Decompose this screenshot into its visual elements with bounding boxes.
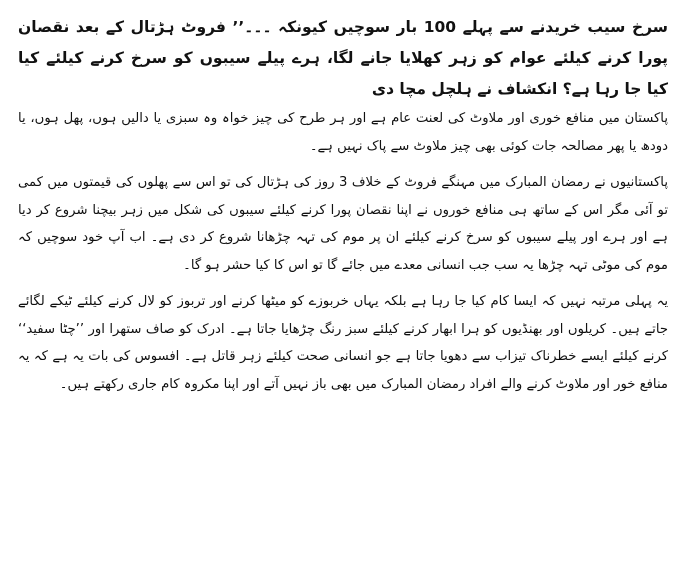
article-headline: سرخ سیب خریدنے سے پہلے 100 بار سوچیں کیونکہ ۔۔۔’’ فروٹ ہڑتال کے بعد نقصان پورا کرنے کیلئے عوام کو زہر کھلایا جانے لگا، ہرے پیلے سیبوں کو سرخ کرنے کیلئے کیا کیا جا رہا ہے؟ انکشاف نے ہلچل مچا دی — [18, 18, 668, 98]
paragraph-gap — [18, 160, 668, 169]
article-paragraph-3: یہ پہلی مرتبہ نہیں کہ ایسا کام کیا جا رہا ہے بلکہ یہاں خربوزے کو میٹھا کرنے اور تربوز کو لال کرنے کیلئے ٹیکے لگائے جاتے ہیں۔ کریلوں اور بھنڈیوں کو ہرا ابھار کرنے کیلئے سبز رنگ چڑھایا جاتا ہے۔ ادرک کو صاف ستھرا اور ’’چٹا سفید‘‘ کرنے کیلئے ایسے خطرناک تیزاب سے دھویا جاتا ہے جو انسانی صحت کیلئے زہر قاتل ہے۔ افسوس کی بات یہ ہے کہ یہ منافع خور اور ملاوٹ کرنے والے افراد رمضان المبارک میں بھی باز نہیں آتے اور اپنا مکروہ کام جاری رکھتے ہیں۔ — [18, 294, 668, 392]
article-paragraph-2: پاکستانیوں نے رمضان المبارک میں مہنگے فروٹ کے خلاف 3 روز کی ہڑتال کی تو اس سے پھلوں کی قیمتوں میں کمی تو آئی مگر اس کے ساتھ ہی منافع خوروں نے اپنا نقصان پورا کرنے کیلئے سیبوں کی شکل میں زہر بیچنا شروع کر دیا ہے اور ہرے اور پیلے سیبوں کو سرخ کرنے کیلئے ان پر موم کی تہہ چڑھانا شروع کر دی ہے۔ اب آپ خود سوچیں کہ موم کی موٹی تہہ چڑھا یہ سب جب انسانی معدے میں جائے گا تو اس کا کیا حشر ہو گا۔ — [18, 175, 668, 273]
paragraph-gap — [18, 279, 668, 288]
article-paragraph-1: پاکستان میں منافع خوری اور ملاوٹ کی لعنت عام ہے اور ہر طرح کی چیز خواہ وہ سبزی یا دالیں ہوں، پھل ہوں، یا دودھ یا پھر مصالحہ جات کوئی بھی چیز ملاوٹ سے پاک نہیں ہے۔ — [18, 111, 668, 154]
